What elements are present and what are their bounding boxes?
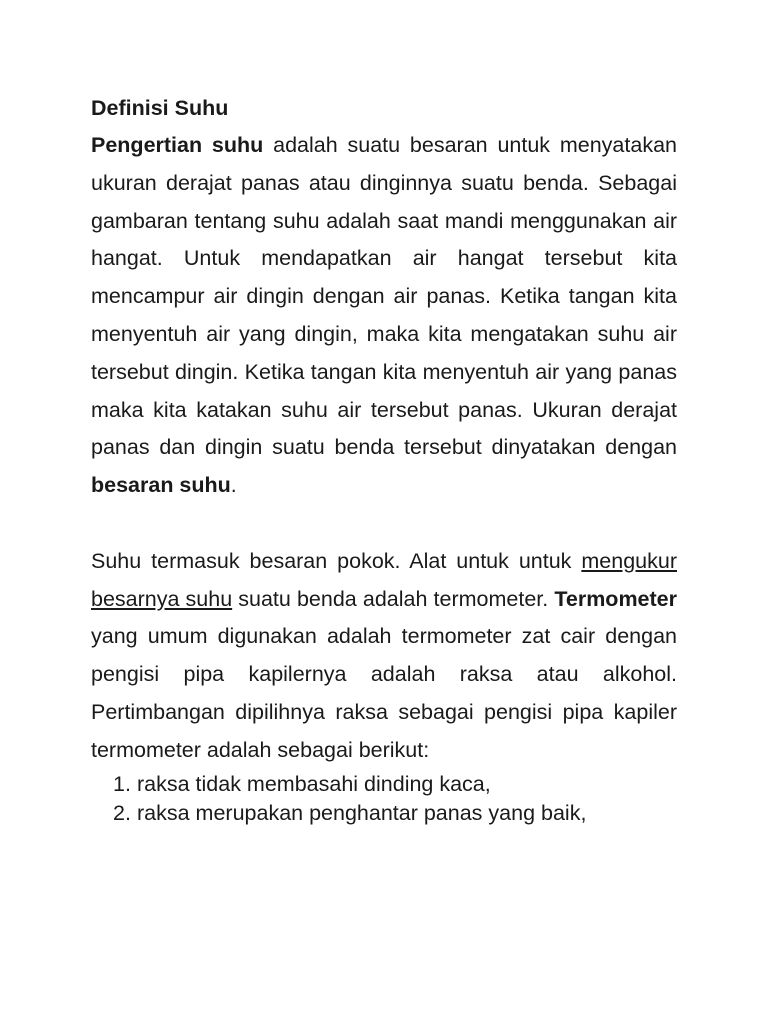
list-item-text: raksa merupakan penghantar panas yang baik,	[137, 800, 587, 825]
section-heading: Definisi Suhu	[91, 96, 229, 120]
paragraph-thermometer	[91, 543, 677, 770]
paragraph-text: air tersebut dingin. Ketika tangan kita menyentuh air yang panas maka kita katakan suhu air tersebut panas. Ukuran derajat panas dan dingin suatu benda tersebut dinyatakan dengan	[91, 321, 677, 460]
numbered-list	[91, 770, 677, 828]
paragraph-period: .	[230, 473, 237, 498]
term-suhu: suhu	[597, 321, 645, 346]
paragraph-text: Suhu termasuk besaran pokok. Alat untuk untuk	[91, 548, 582, 573]
paragraph-definition	[91, 127, 677, 505]
list-number: 1.	[113, 771, 131, 796]
list-item	[91, 799, 677, 828]
list-number: 2.	[113, 800, 131, 825]
term-termometer: Termometer	[554, 586, 677, 611]
paragraph-text: suatu benda adalah termometer.	[232, 586, 555, 611]
term-pengertian-suhu: Pengertian suhu	[91, 133, 264, 157]
link-mengukur-besarnya-suhu[interactable]: mengukur besarnya suhu	[91, 548, 677, 611]
list-item	[91, 770, 677, 799]
term-suhu: suhu	[272, 208, 320, 233]
list-item-text: raksa tidak membasahi dinding kaca,	[137, 771, 491, 796]
document-page	[91, 90, 677, 828]
paragraph-text: yang umum digunakan adalah termometer zat cair dengan pengisi pipa kapilernya adalah raksa atau alkohol. Pertimbangan dipilihnya raksa sebagai pengisi pipa kapiler termometer adalah sebagai berikut:	[91, 624, 677, 762]
paragraph-text: adalah saat mandi menggunakan air hangat. Untuk mendapatkan air hangat tersebut kita mencampur air dingin dengan air panas. Ketika tangan kita menyentuh air yang dingin, maka kita mengatakan	[91, 208, 678, 346]
paragraph-spacer	[91, 505, 677, 543]
term-besaran-suhu: besaran suhu	[91, 473, 231, 498]
paragraph-text: adalah suatu besaran untuk menyatakan ukuran derajat panas atau dinginnya suatu benda. Sebagai gambaran tentang	[91, 133, 677, 233]
